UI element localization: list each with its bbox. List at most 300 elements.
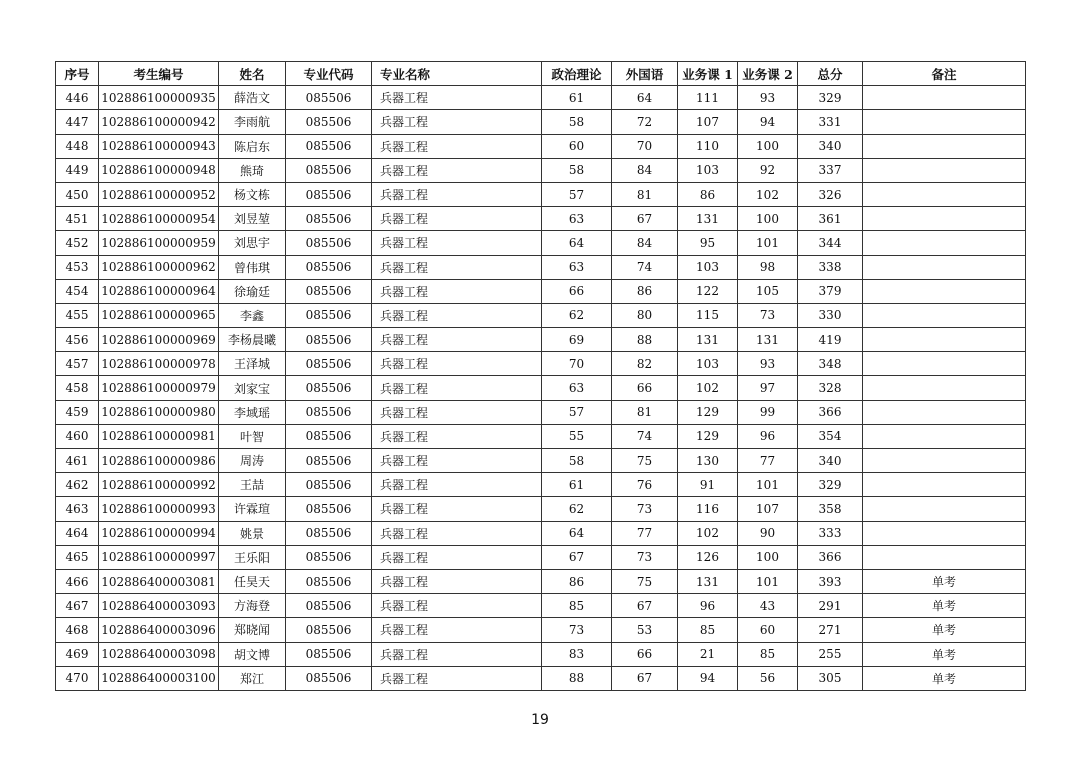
subject2-score-cell: 97 <box>738 376 798 400</box>
total-score-cell: 393 <box>798 569 863 593</box>
major-code-cell: 085506 <box>286 376 372 400</box>
name-cell: 刘家宝 <box>219 376 286 400</box>
subject1-score-cell: 126 <box>678 545 738 569</box>
table-row <box>56 449 1026 473</box>
subject1-score-cell: 103 <box>678 158 738 182</box>
candidate-id-cell: 102886100000986 <box>99 449 219 473</box>
subject2-score-cell: 93 <box>738 352 798 376</box>
major-name-cell: 兵器工程 <box>372 618 542 642</box>
subject2-score-cell: 93 <box>738 86 798 110</box>
table-row <box>56 400 1026 424</box>
table-row <box>56 279 1026 303</box>
candidate-id-cell: 102886100000952 <box>99 182 219 206</box>
column-header-subject2-score: 业务课 2 <box>738 62 798 86</box>
major-name-cell: 兵器工程 <box>372 134 542 158</box>
major-code-cell: 085506 <box>286 279 372 303</box>
foreign-language-score-cell: 76 <box>612 473 678 497</box>
major-code-cell: 085506 <box>286 424 372 448</box>
remarks-cell: 单考 <box>863 666 1026 690</box>
politics-score-cell: 86 <box>542 569 612 593</box>
seq-cell: 458 <box>56 376 99 400</box>
major-name-cell: 兵器工程 <box>372 376 542 400</box>
seq-cell: 455 <box>56 303 99 327</box>
foreign-language-score-cell: 77 <box>612 521 678 545</box>
seq-cell: 448 <box>56 134 99 158</box>
candidate-id-cell: 102886100000965 <box>99 303 219 327</box>
remarks-cell <box>863 352 1026 376</box>
major-name-cell: 兵器工程 <box>372 400 542 424</box>
subject1-score-cell: 96 <box>678 594 738 618</box>
politics-score-cell: 83 <box>542 642 612 666</box>
subject2-score-cell: 92 <box>738 158 798 182</box>
column-header-politics-score: 政治理论 <box>542 62 612 86</box>
politics-score-cell: 85 <box>542 594 612 618</box>
total-score-cell: 361 <box>798 207 863 231</box>
major-name-cell: 兵器工程 <box>372 158 542 182</box>
major-name-cell: 兵器工程 <box>372 279 542 303</box>
total-score-cell: 291 <box>798 594 863 618</box>
remarks-cell: 单考 <box>863 642 1026 666</box>
remarks-cell <box>863 521 1026 545</box>
major-code-cell: 085506 <box>286 134 372 158</box>
politics-score-cell: 70 <box>542 352 612 376</box>
seq-cell: 468 <box>56 618 99 642</box>
subject1-score-cell: 115 <box>678 303 738 327</box>
table-row <box>56 231 1026 255</box>
total-score-cell: 331 <box>798 110 863 134</box>
politics-score-cell: 58 <box>542 449 612 473</box>
column-header-major-name: 专业名称 <box>372 62 542 86</box>
major-code-cell: 085506 <box>286 352 372 376</box>
remarks-cell <box>863 231 1026 255</box>
seq-cell: 465 <box>56 545 99 569</box>
table-row <box>56 255 1026 279</box>
major-name-cell: 兵器工程 <box>372 545 542 569</box>
subject1-score-cell: 131 <box>678 328 738 352</box>
major-name-cell: 兵器工程 <box>372 352 542 376</box>
major-name-cell: 兵器工程 <box>372 449 542 473</box>
table-row <box>56 594 1026 618</box>
name-cell: 刘思宇 <box>219 231 286 255</box>
major-code-cell: 085506 <box>286 497 372 521</box>
name-cell: 李域瑶 <box>219 400 286 424</box>
candidate-id-cell: 102886100000935 <box>99 86 219 110</box>
subject1-score-cell: 122 <box>678 279 738 303</box>
remarks-cell <box>863 86 1026 110</box>
seq-cell: 453 <box>56 255 99 279</box>
column-header-major-code: 专业代码 <box>286 62 372 86</box>
column-header-name: 姓名 <box>219 62 286 86</box>
total-score-cell: 358 <box>798 497 863 521</box>
seq-cell: 449 <box>56 158 99 182</box>
remarks-cell <box>863 134 1026 158</box>
table-row <box>56 86 1026 110</box>
name-cell: 杨文栋 <box>219 182 286 206</box>
total-score-cell: 366 <box>798 400 863 424</box>
seq-cell: 466 <box>56 569 99 593</box>
subject1-score-cell: 91 <box>678 473 738 497</box>
total-score-cell: 338 <box>798 255 863 279</box>
subject1-score-cell: 86 <box>678 182 738 206</box>
column-header-candidate-id: 考生编号 <box>99 62 219 86</box>
candidate-id-cell: 102886100000994 <box>99 521 219 545</box>
subject1-score-cell: 130 <box>678 449 738 473</box>
name-cell: 任昊天 <box>219 569 286 593</box>
subject1-score-cell: 95 <box>678 231 738 255</box>
foreign-language-score-cell: 67 <box>612 666 678 690</box>
candidate-id-cell: 102886100000993 <box>99 497 219 521</box>
total-score-cell: 305 <box>798 666 863 690</box>
politics-score-cell: 69 <box>542 328 612 352</box>
name-cell: 曾伟琪 <box>219 255 286 279</box>
candidate-id-cell: 102886400003093 <box>99 594 219 618</box>
column-header-seq: 序号 <box>56 62 99 86</box>
remarks-cell <box>863 328 1026 352</box>
seq-cell: 454 <box>56 279 99 303</box>
major-name-cell: 兵器工程 <box>372 86 542 110</box>
total-score-cell: 326 <box>798 182 863 206</box>
foreign-language-score-cell: 53 <box>612 618 678 642</box>
name-cell: 徐瑜廷 <box>219 279 286 303</box>
subject2-score-cell: 131 <box>738 328 798 352</box>
name-cell: 郑江 <box>219 666 286 690</box>
major-name-cell: 兵器工程 <box>372 303 542 327</box>
remarks-cell <box>863 110 1026 134</box>
major-code-cell: 085506 <box>286 400 372 424</box>
table-row <box>56 424 1026 448</box>
subject1-score-cell: 116 <box>678 497 738 521</box>
column-header-remarks: 备注 <box>863 62 1026 86</box>
table-row <box>56 182 1026 206</box>
table-row <box>56 569 1026 593</box>
column-header-subject1-score: 业务课 1 <box>678 62 738 86</box>
candidate-id-cell: 102886100000943 <box>99 134 219 158</box>
remarks-cell: 单考 <box>863 569 1026 593</box>
total-score-cell: 340 <box>798 449 863 473</box>
foreign-language-score-cell: 75 <box>612 569 678 593</box>
table-row <box>56 110 1026 134</box>
table-body <box>56 86 1026 691</box>
remarks-cell <box>863 279 1026 303</box>
foreign-language-score-cell: 67 <box>612 594 678 618</box>
table-row <box>56 473 1026 497</box>
total-score-cell: 419 <box>798 328 863 352</box>
name-cell: 李鑫 <box>219 303 286 327</box>
major-name-cell: 兵器工程 <box>372 642 542 666</box>
politics-score-cell: 58 <box>542 158 612 182</box>
foreign-language-score-cell: 88 <box>612 328 678 352</box>
politics-score-cell: 66 <box>542 279 612 303</box>
major-code-cell: 085506 <box>286 473 372 497</box>
column-header-total-score: 总分 <box>798 62 863 86</box>
name-cell: 姚景 <box>219 521 286 545</box>
candidate-id-cell: 102886100000978 <box>99 352 219 376</box>
foreign-language-score-cell: 80 <box>612 303 678 327</box>
politics-score-cell: 57 <box>542 400 612 424</box>
candidate-id-cell: 102886100000969 <box>99 328 219 352</box>
name-cell: 薛浩文 <box>219 86 286 110</box>
name-cell: 胡文博 <box>219 642 286 666</box>
foreign-language-score-cell: 64 <box>612 86 678 110</box>
candidate-id-cell: 102886100000959 <box>99 231 219 255</box>
table-row <box>56 642 1026 666</box>
seq-cell: 461 <box>56 449 99 473</box>
major-name-cell: 兵器工程 <box>372 110 542 134</box>
total-score-cell: 348 <box>798 352 863 376</box>
major-code-cell: 085506 <box>286 618 372 642</box>
seq-cell: 464 <box>56 521 99 545</box>
total-score-cell: 330 <box>798 303 863 327</box>
major-code-cell: 085506 <box>286 207 372 231</box>
table-row <box>56 545 1026 569</box>
name-cell: 王乐阳 <box>219 545 286 569</box>
foreign-language-score-cell: 84 <box>612 158 678 182</box>
candidate-id-cell: 102886100000942 <box>99 110 219 134</box>
candidate-id-cell: 102886100000964 <box>99 279 219 303</box>
politics-score-cell: 63 <box>542 255 612 279</box>
table-row <box>56 521 1026 545</box>
name-cell: 方海登 <box>219 594 286 618</box>
results-table <box>55 61 1026 691</box>
page-number: 19 <box>531 712 549 728</box>
subject1-score-cell: 110 <box>678 134 738 158</box>
foreign-language-score-cell: 73 <box>612 497 678 521</box>
subject2-score-cell: 98 <box>738 255 798 279</box>
candidate-id-cell: 102886100000979 <box>99 376 219 400</box>
major-name-cell: 兵器工程 <box>372 424 542 448</box>
candidate-id-cell: 102886100000981 <box>99 424 219 448</box>
politics-score-cell: 63 <box>542 376 612 400</box>
politics-score-cell: 60 <box>542 134 612 158</box>
seq-cell: 452 <box>56 231 99 255</box>
total-score-cell: 340 <box>798 134 863 158</box>
subject1-score-cell: 94 <box>678 666 738 690</box>
remarks-cell <box>863 400 1026 424</box>
politics-score-cell: 58 <box>542 110 612 134</box>
subject1-score-cell: 85 <box>678 618 738 642</box>
subject2-score-cell: 85 <box>738 642 798 666</box>
major-code-cell: 085506 <box>286 231 372 255</box>
remarks-cell: 单考 <box>863 594 1026 618</box>
header-row <box>56 62 1026 86</box>
total-score-cell: 379 <box>798 279 863 303</box>
foreign-language-score-cell: 75 <box>612 449 678 473</box>
subject1-score-cell: 103 <box>678 255 738 279</box>
subject1-score-cell: 111 <box>678 86 738 110</box>
candidate-id-cell: 102886100000980 <box>99 400 219 424</box>
candidate-id-cell: 102886400003096 <box>99 618 219 642</box>
name-cell: 熊琦 <box>219 158 286 182</box>
seq-cell: 459 <box>56 400 99 424</box>
major-name-cell: 兵器工程 <box>372 497 542 521</box>
name-cell: 王喆 <box>219 473 286 497</box>
major-code-cell: 085506 <box>286 303 372 327</box>
name-cell: 陈启东 <box>219 134 286 158</box>
major-code-cell: 085506 <box>286 545 372 569</box>
name-cell: 刘昱堃 <box>219 207 286 231</box>
major-code-cell: 085506 <box>286 666 372 690</box>
total-score-cell: 354 <box>798 424 863 448</box>
name-cell: 郑晓闻 <box>219 618 286 642</box>
subject2-score-cell: 105 <box>738 279 798 303</box>
subject1-score-cell: 107 <box>678 110 738 134</box>
subject2-score-cell: 101 <box>738 569 798 593</box>
candidate-id-cell: 102886100000954 <box>99 207 219 231</box>
remarks-cell <box>863 473 1026 497</box>
candidate-id-cell: 102886400003100 <box>99 666 219 690</box>
candidate-id-cell: 102886100000962 <box>99 255 219 279</box>
politics-score-cell: 64 <box>542 231 612 255</box>
subject2-score-cell: 100 <box>738 134 798 158</box>
major-name-cell: 兵器工程 <box>372 473 542 497</box>
foreign-language-score-cell: 72 <box>612 110 678 134</box>
seq-cell: 467 <box>56 594 99 618</box>
remarks-cell <box>863 376 1026 400</box>
foreign-language-score-cell: 82 <box>612 352 678 376</box>
subject2-score-cell: 100 <box>738 545 798 569</box>
name-cell: 许霖瑄 <box>219 497 286 521</box>
subject1-score-cell: 129 <box>678 400 738 424</box>
candidate-id-cell: 102886100000948 <box>99 158 219 182</box>
candidate-id-cell: 102886400003098 <box>99 642 219 666</box>
seq-cell: 456 <box>56 328 99 352</box>
major-name-cell: 兵器工程 <box>372 521 542 545</box>
major-name-cell: 兵器工程 <box>372 182 542 206</box>
foreign-language-score-cell: 81 <box>612 182 678 206</box>
total-score-cell: 329 <box>798 473 863 497</box>
seq-cell: 457 <box>56 352 99 376</box>
foreign-language-score-cell: 70 <box>612 134 678 158</box>
major-code-cell: 085506 <box>286 110 372 134</box>
major-code-cell: 085506 <box>286 255 372 279</box>
politics-score-cell: 67 <box>542 545 612 569</box>
column-header-foreign-language-score: 外国语 <box>612 62 678 86</box>
table-row <box>56 666 1026 690</box>
foreign-language-score-cell: 81 <box>612 400 678 424</box>
major-code-cell: 085506 <box>286 569 372 593</box>
seq-cell: 450 <box>56 182 99 206</box>
politics-score-cell: 73 <box>542 618 612 642</box>
subject1-score-cell: 102 <box>678 376 738 400</box>
foreign-language-score-cell: 74 <box>612 424 678 448</box>
seq-cell: 446 <box>56 86 99 110</box>
seq-cell: 470 <box>56 666 99 690</box>
seq-cell: 463 <box>56 497 99 521</box>
total-score-cell: 337 <box>798 158 863 182</box>
major-name-cell: 兵器工程 <box>372 231 542 255</box>
foreign-language-score-cell: 84 <box>612 231 678 255</box>
seq-cell: 462 <box>56 473 99 497</box>
major-name-cell: 兵器工程 <box>372 255 542 279</box>
politics-score-cell: 57 <box>542 182 612 206</box>
candidate-id-cell: 102886100000997 <box>99 545 219 569</box>
major-code-cell: 085506 <box>286 449 372 473</box>
major-code-cell: 085506 <box>286 158 372 182</box>
major-code-cell: 085506 <box>286 521 372 545</box>
table-row <box>56 207 1026 231</box>
total-score-cell: 255 <box>798 642 863 666</box>
subject2-score-cell: 56 <box>738 666 798 690</box>
remarks-cell <box>863 424 1026 448</box>
politics-score-cell: 88 <box>542 666 612 690</box>
candidate-id-cell: 102886100000992 <box>99 473 219 497</box>
subject2-score-cell: 73 <box>738 303 798 327</box>
subject2-score-cell: 94 <box>738 110 798 134</box>
table-row <box>56 352 1026 376</box>
subject2-score-cell: 60 <box>738 618 798 642</box>
table-row <box>56 497 1026 521</box>
remarks-cell <box>863 182 1026 206</box>
foreign-language-score-cell: 66 <box>612 376 678 400</box>
seq-cell: 451 <box>56 207 99 231</box>
candidate-id-cell: 102886400003081 <box>99 569 219 593</box>
seq-cell: 447 <box>56 110 99 134</box>
major-code-cell: 085506 <box>286 642 372 666</box>
name-cell: 李雨航 <box>219 110 286 134</box>
total-score-cell: 333 <box>798 521 863 545</box>
table-row <box>56 618 1026 642</box>
name-cell: 周涛 <box>219 449 286 473</box>
subject2-score-cell: 101 <box>738 473 798 497</box>
foreign-language-score-cell: 66 <box>612 642 678 666</box>
politics-score-cell: 61 <box>542 86 612 110</box>
subject2-score-cell: 100 <box>738 207 798 231</box>
foreign-language-score-cell: 74 <box>612 255 678 279</box>
politics-score-cell: 62 <box>542 303 612 327</box>
subject1-score-cell: 131 <box>678 207 738 231</box>
subject2-score-cell: 77 <box>738 449 798 473</box>
subject1-score-cell: 102 <box>678 521 738 545</box>
remarks-cell <box>863 255 1026 279</box>
table-row <box>56 158 1026 182</box>
remarks-cell <box>863 497 1026 521</box>
total-score-cell: 328 <box>798 376 863 400</box>
name-cell: 李杨晨曦 <box>219 328 286 352</box>
subject1-score-cell: 103 <box>678 352 738 376</box>
major-code-cell: 085506 <box>286 86 372 110</box>
table-row <box>56 303 1026 327</box>
subject2-score-cell: 102 <box>738 182 798 206</box>
major-name-cell: 兵器工程 <box>372 666 542 690</box>
subject2-score-cell: 101 <box>738 231 798 255</box>
seq-cell: 460 <box>56 424 99 448</box>
subject2-score-cell: 43 <box>738 594 798 618</box>
total-score-cell: 366 <box>798 545 863 569</box>
foreign-language-score-cell: 67 <box>612 207 678 231</box>
subject2-score-cell: 90 <box>738 521 798 545</box>
subject1-score-cell: 21 <box>678 642 738 666</box>
remarks-cell <box>863 207 1026 231</box>
table-row <box>56 328 1026 352</box>
seq-cell: 469 <box>56 642 99 666</box>
politics-score-cell: 64 <box>542 521 612 545</box>
remarks-cell <box>863 303 1026 327</box>
major-code-cell: 085506 <box>286 328 372 352</box>
remarks-cell: 单考 <box>863 618 1026 642</box>
foreign-language-score-cell: 86 <box>612 279 678 303</box>
subject1-score-cell: 129 <box>678 424 738 448</box>
major-code-cell: 085506 <box>286 594 372 618</box>
table-row <box>56 134 1026 158</box>
major-code-cell: 085506 <box>286 182 372 206</box>
remarks-cell <box>863 545 1026 569</box>
remarks-cell <box>863 158 1026 182</box>
politics-score-cell: 62 <box>542 497 612 521</box>
major-name-cell: 兵器工程 <box>372 328 542 352</box>
politics-score-cell: 61 <box>542 473 612 497</box>
name-cell: 叶智 <box>219 424 286 448</box>
total-score-cell: 271 <box>798 618 863 642</box>
